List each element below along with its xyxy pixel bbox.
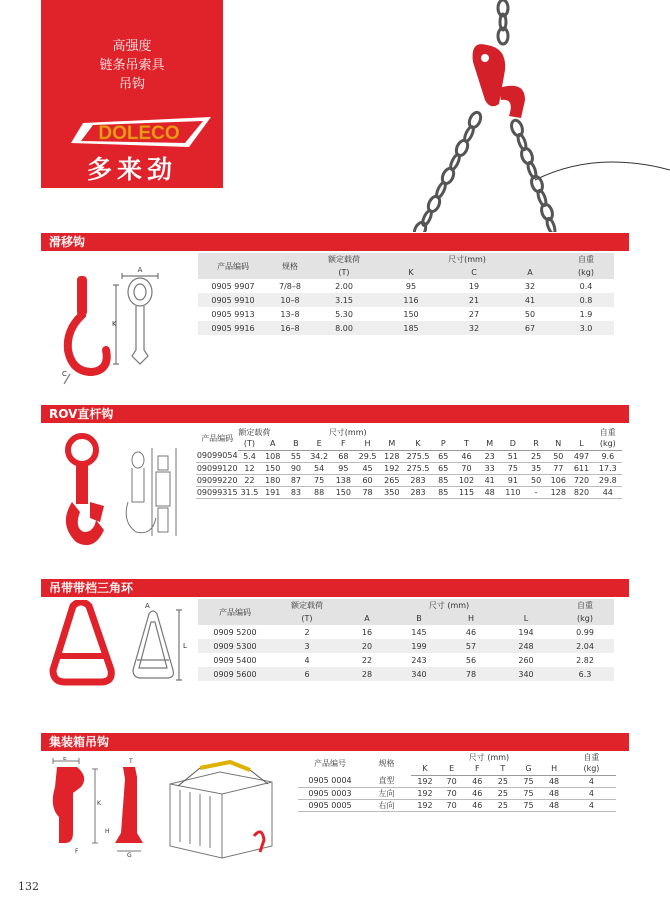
col-subheader: R — [525, 438, 547, 450]
table-cell: 283 — [404, 486, 432, 498]
table-cell: 0905 9913 — [198, 307, 268, 321]
table-cell: 22 — [238, 474, 260, 486]
doleco-logo — [71, 113, 211, 149]
table-cell: 25 — [490, 799, 516, 811]
table-cell: 85 — [432, 486, 454, 498]
rov-hook-table — [196, 426, 622, 499]
col-subheader: H — [541, 763, 567, 775]
table-cell: 275.5 — [404, 462, 432, 474]
section-bar-container-hook — [41, 733, 629, 751]
table-cell: 70 — [439, 799, 465, 811]
table-row — [198, 307, 614, 321]
col-subheader: B — [285, 438, 307, 450]
col-subheader: N — [547, 438, 569, 450]
triangle-ring-drawing — [45, 600, 195, 690]
table-cell: 180 — [261, 474, 285, 486]
dim-label-t: T — [129, 758, 133, 765]
table-cell: 50 — [547, 450, 569, 462]
col-header: 产品编号 — [314, 758, 346, 768]
table-cell: 65 — [432, 462, 454, 474]
table-cell: 0905 0004 — [298, 775, 362, 787]
table-cell: 3.0 — [558, 321, 614, 335]
brand-title-line-1: 高强度 — [112, 39, 152, 54]
col-header: 自重 — [583, 752, 600, 762]
table-cell: 78 — [355, 486, 379, 498]
table-cell: 106 — [547, 474, 569, 486]
brand-chinese-name: 多来劲 — [86, 155, 177, 184]
section-title: 吊带带档三角环 — [49, 581, 134, 595]
section-bar-slide-hook — [41, 233, 629, 251]
table-cell: 10–8 — [268, 293, 312, 307]
table-cell: 25 — [490, 787, 516, 799]
col-header: 额定载荷 — [238, 427, 271, 437]
table-cell: 75 — [516, 775, 542, 787]
table-cell: 2.00 — [312, 279, 376, 293]
table-cell: 283 — [404, 474, 432, 486]
col-subheader: K — [404, 438, 432, 450]
col-subheader: (kg) — [594, 438, 622, 450]
col-header: 尺寸(mm) — [376, 253, 558, 266]
table-cell: 77 — [547, 462, 569, 474]
dim-label-c: C — [62, 370, 67, 378]
table-cell: 150 — [331, 486, 355, 498]
col-subheader: D — [501, 438, 525, 450]
table-cell: 0.99 — [556, 625, 614, 639]
table-cell: 22 — [342, 653, 392, 667]
table-cell: 5.30 — [312, 307, 376, 321]
table-row — [198, 279, 614, 293]
table-cell: 340 — [496, 667, 556, 681]
col-subheader: H — [446, 612, 496, 625]
table-cell: 41 — [502, 293, 558, 307]
table-cell: 右向 — [362, 799, 411, 811]
table-cell: 243 — [392, 653, 446, 667]
table-cell: 340 — [392, 667, 446, 681]
dim-label-a: A — [137, 266, 143, 274]
col-header: 额定载荷 — [312, 253, 376, 266]
table-cell: 54 — [307, 462, 331, 474]
table-cell: 32 — [502, 279, 558, 293]
table-cell: 33 — [479, 462, 501, 474]
col-subheader: A — [502, 266, 558, 279]
slide-hook-table — [198, 253, 614, 335]
section-bar-triangle-ring — [41, 579, 629, 597]
dim-label-e: E — [63, 757, 67, 762]
table-row — [196, 462, 622, 474]
table-cell: 192 — [411, 787, 439, 799]
table-cell: 09099220 — [196, 475, 238, 485]
table-cell: 150 — [376, 307, 446, 321]
table-cell: 4 — [567, 787, 616, 799]
col-subheader: F — [464, 763, 490, 775]
table-cell: 35 — [525, 462, 547, 474]
table-cell: 0909 5600 — [198, 667, 272, 681]
table-cell: 44 — [594, 486, 622, 498]
table-cell: 350 — [380, 486, 404, 498]
container-lifting-illustration — [160, 760, 280, 865]
table-cell: 4 — [567, 775, 616, 787]
table-cell: 8.00 — [312, 321, 376, 335]
table-row — [196, 474, 622, 486]
table-cell: 110 — [501, 486, 525, 498]
table-cell: 192 — [411, 799, 439, 811]
table-cell: - — [525, 486, 547, 498]
table-cell: 78 — [446, 667, 496, 681]
table-cell: 0.4 — [558, 279, 614, 293]
col-subheader: B — [392, 612, 446, 625]
table-cell: 85 — [432, 474, 454, 486]
table-cell: 13–8 — [268, 307, 312, 321]
col-header: 规格 — [268, 253, 312, 279]
container-hook-drawing — [45, 757, 155, 857]
table-cell: 直型 — [362, 775, 411, 787]
table-cell: 2.04 — [556, 639, 614, 653]
table-cell: 2 — [272, 625, 342, 639]
table-cell: 0905 0005 — [298, 799, 362, 811]
table-cell: 115 — [454, 486, 478, 498]
table-cell: 09099054 — [196, 451, 238, 461]
table-cell: 95 — [376, 279, 446, 293]
table-cell: 128 — [547, 486, 569, 498]
col-subheader: (T) — [238, 438, 260, 450]
table-cell: 0.8 — [558, 293, 614, 307]
col-subheader: T — [454, 438, 478, 450]
brand-box — [41, 0, 223, 188]
table-cell: 46 — [464, 799, 490, 811]
table-cell: 48 — [479, 486, 501, 498]
col-header: 额定载荷 — [272, 599, 342, 612]
table-cell: 48 — [541, 775, 567, 787]
table-cell: 4 — [272, 653, 342, 667]
table-cell: 25 — [525, 450, 547, 462]
table-row — [196, 486, 622, 498]
table-cell: 41 — [479, 474, 501, 486]
table-row — [298, 787, 616, 799]
col-subheader: A — [342, 612, 392, 625]
table-cell: 9.6 — [594, 450, 622, 462]
doleco-logo-text: DOLECO — [98, 123, 180, 144]
table-cell: 2.82 — [556, 653, 614, 667]
table-cell: 820 — [569, 486, 593, 498]
table-cell: 48 — [541, 787, 567, 799]
rov-hook-drawing — [60, 432, 190, 554]
table-cell: 0909 5300 — [198, 639, 272, 653]
table-cell: 56 — [446, 653, 496, 667]
table-cell: 70 — [439, 775, 465, 787]
table-row — [198, 639, 614, 653]
table-cell: 70 — [454, 462, 478, 474]
col-subheader: (kg) — [567, 763, 616, 775]
table-cell: 75 — [307, 474, 331, 486]
table-cell: 6 — [272, 667, 342, 681]
col-subheader: C — [446, 266, 502, 279]
table-cell: 50 — [525, 474, 547, 486]
col-subheader: M — [380, 438, 404, 450]
col-subheader: (T) — [312, 266, 376, 279]
table-cell: 09099120 — [196, 463, 238, 473]
table-cell: 75 — [516, 799, 542, 811]
table-cell: 19 — [446, 279, 502, 293]
table-cell: 150 — [261, 462, 285, 474]
col-header: 自重 — [558, 253, 614, 266]
table-cell: 21 — [446, 293, 502, 307]
col-subheader: K — [411, 763, 439, 775]
table-cell: 138 — [331, 474, 355, 486]
table-cell: 60 — [355, 474, 379, 486]
table-cell: 0905 0003 — [298, 787, 362, 799]
table-cell: 46 — [464, 787, 490, 799]
col-header: 尺寸(mm) — [328, 427, 367, 437]
table-cell: 29.5 — [355, 450, 379, 462]
table-cell: 75 — [501, 462, 525, 474]
col-header: 自重 — [599, 427, 616, 437]
section-title: 滑移钩 — [49, 235, 86, 249]
col-header: 规格 — [378, 758, 395, 768]
table-cell: 88 — [307, 486, 331, 498]
table-cell: 12 — [238, 462, 260, 474]
dim-label-a: A — [145, 602, 150, 610]
col-subheader: (kg) — [558, 266, 614, 279]
table-cell: 75 — [516, 787, 542, 799]
table-row — [196, 450, 622, 462]
col-subheader: G — [516, 763, 542, 775]
table-cell: 191 — [261, 486, 285, 498]
col-subheader: L — [569, 438, 593, 450]
table-cell: 611 — [569, 462, 593, 474]
table-cell: 57 — [446, 639, 496, 653]
table-cell: 116 — [376, 293, 446, 307]
table-cell: 46 — [454, 450, 478, 462]
table-cell: 265 — [380, 474, 404, 486]
table-cell: 17.3 — [594, 462, 622, 474]
table-cell: 95 — [331, 462, 355, 474]
table-cell: 91 — [501, 474, 525, 486]
table-cell: 5.4 — [238, 450, 260, 462]
table-cell: 192 — [380, 462, 404, 474]
col-header: 尺寸 (mm) — [468, 752, 510, 762]
col-subheader: E — [307, 438, 331, 450]
table-row — [298, 799, 616, 811]
section-title: 集装箱吊钩 — [49, 735, 110, 749]
table-cell: 192 — [411, 775, 439, 787]
table-cell: 248 — [496, 639, 556, 653]
table-cell: 67 — [502, 321, 558, 335]
table-cell: 48 — [541, 799, 567, 811]
col-subheader: E — [439, 763, 465, 775]
col-subheader: M — [479, 438, 501, 450]
table-cell: 0905 9910 — [198, 293, 268, 307]
col-subheader: L — [496, 612, 556, 625]
col-header: 产品编码 — [201, 433, 234, 443]
table-cell: 左向 — [362, 787, 411, 799]
col-subheader: (kg) — [556, 612, 614, 625]
col-header: 产品编码 — [198, 599, 272, 625]
table-cell: 0905 9907 — [198, 279, 268, 293]
table-cell: 145 — [392, 625, 446, 639]
table-cell: 128 — [380, 450, 404, 462]
table-cell: 4 — [567, 799, 616, 811]
col-header: 尺寸 (mm) — [342, 599, 556, 612]
col-subheader: T — [490, 763, 516, 775]
table-cell: 0905 9916 — [198, 321, 268, 335]
table-row — [198, 667, 614, 681]
table-row — [298, 775, 616, 787]
table-cell: 25 — [490, 775, 516, 787]
table-cell: 194 — [496, 625, 556, 639]
table-cell: 260 — [496, 653, 556, 667]
table-cell: 50 — [502, 307, 558, 321]
dim-label-k: K — [112, 320, 117, 328]
table-cell: 199 — [392, 639, 446, 653]
col-subheader: F — [331, 438, 355, 450]
table-cell: 31.5 — [238, 486, 260, 498]
table-cell: 28 — [342, 667, 392, 681]
triangle-ring-table — [198, 599, 614, 681]
section-title: ROV直杆钩 — [49, 407, 114, 421]
page-number: 132 — [18, 880, 39, 893]
table-cell: 23 — [479, 450, 501, 462]
table-cell: 51 — [501, 450, 525, 462]
table-cell: 16–8 — [268, 321, 312, 335]
col-subheader: K — [376, 266, 446, 279]
table-cell: 0909 5400 — [198, 653, 272, 667]
col-subheader: H — [355, 438, 379, 450]
brand-title-line-2: 链条吊索具 — [99, 58, 165, 73]
col-subheader: A — [261, 438, 285, 450]
table-row — [198, 321, 614, 335]
table-cell: 55 — [285, 450, 307, 462]
table-cell: 45 — [355, 462, 379, 474]
table-cell: 27 — [446, 307, 502, 321]
table-cell: 3 — [272, 639, 342, 653]
table-row — [198, 293, 614, 307]
dim-label-g: G — [127, 852, 132, 857]
chain-hook-illustration — [395, 0, 670, 232]
table-cell: 3.15 — [312, 293, 376, 307]
table-cell: 87 — [285, 474, 307, 486]
table-cell: 108 — [261, 450, 285, 462]
container-hook-table — [298, 751, 616, 812]
table-cell: 1.9 — [558, 307, 614, 321]
table-cell: 46 — [446, 625, 496, 639]
col-subheader: (T) — [272, 612, 342, 625]
table-cell: 497 — [569, 450, 593, 462]
dim-label-f: F — [75, 848, 79, 855]
col-subheader: P — [432, 438, 454, 450]
table-cell: 20 — [342, 639, 392, 653]
dim-label-k: K — [97, 800, 101, 807]
table-cell: 16 — [342, 625, 392, 639]
table-cell: 68 — [331, 450, 355, 462]
table-cell: 09099315 — [196, 487, 238, 497]
table-cell: 34.2 — [307, 450, 331, 462]
table-cell: 90 — [285, 462, 307, 474]
table-cell: 83 — [285, 486, 307, 498]
table-cell: 720 — [569, 474, 593, 486]
section-bar-rov-hook — [41, 405, 629, 423]
col-header: 自重 — [556, 599, 614, 612]
table-cell: 0909 5200 — [198, 625, 272, 639]
table-cell: 70 — [439, 787, 465, 799]
dim-label-h: H — [105, 828, 110, 835]
table-row — [198, 625, 614, 639]
slide-hook-drawing — [60, 260, 200, 385]
table-cell: 65 — [432, 450, 454, 462]
brand-title-line-3: 吊钩 — [118, 77, 145, 92]
table-cell: 32 — [446, 321, 502, 335]
table-cell: 275.5 — [404, 450, 432, 462]
table-cell: 29.8 — [594, 474, 622, 486]
table-cell: 185 — [376, 321, 446, 335]
table-row — [198, 653, 614, 667]
dim-label-l: L — [183, 642, 187, 650]
table-cell: 46 — [464, 775, 490, 787]
table-cell: 6.3 — [556, 667, 614, 681]
table-cell: 102 — [454, 474, 478, 486]
col-header: 产品编码 — [198, 253, 268, 279]
table-cell: 7/8–8 — [268, 279, 312, 293]
